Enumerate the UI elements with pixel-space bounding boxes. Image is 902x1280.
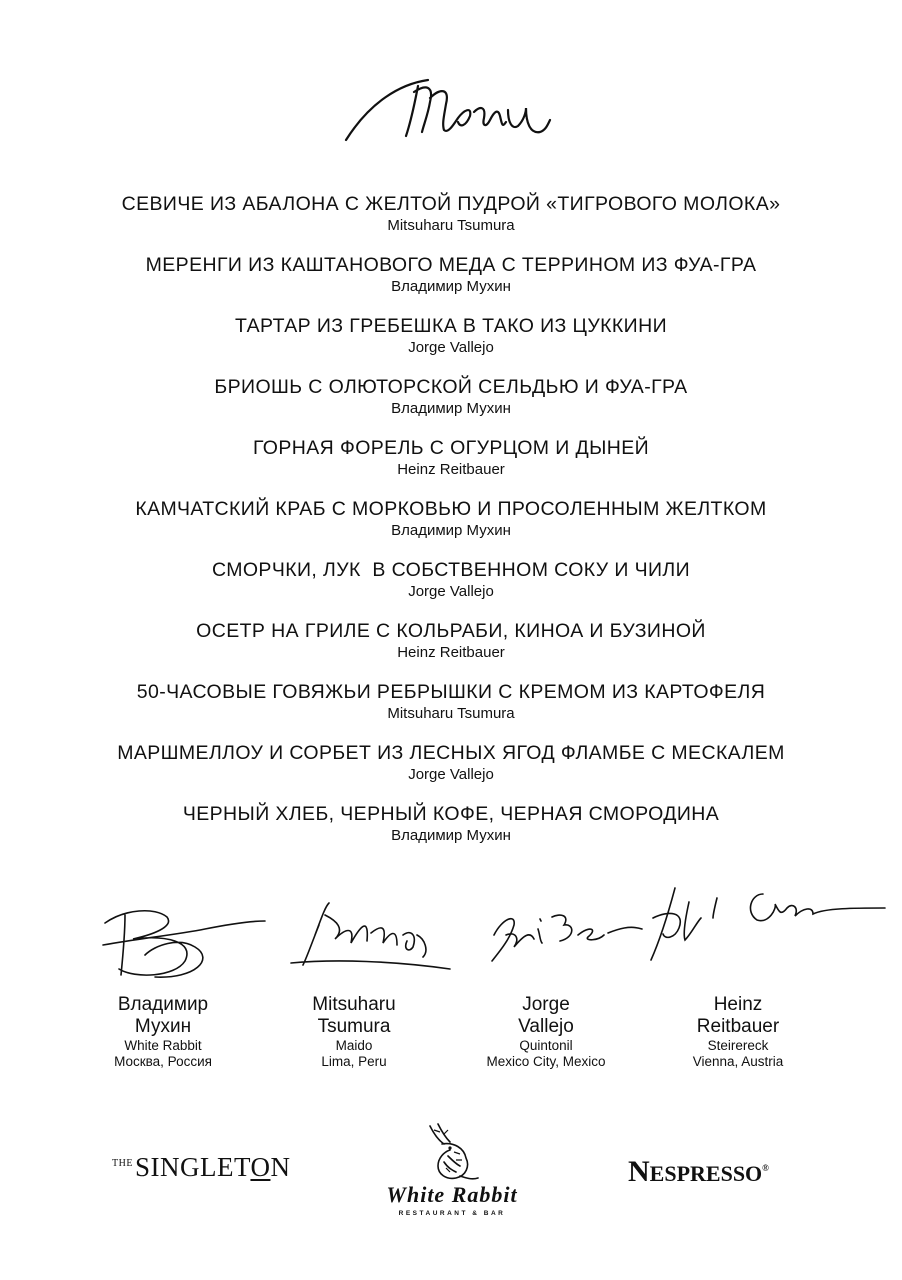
white-rabbit-subtitle: RESTAURANT & BAR [398,1210,506,1217]
rabbit-icon [420,1122,484,1182]
chef-restaurant: White Rabbit [124,1038,202,1053]
dish-name: ЧЕРНЫЙ ХЛЕБ, ЧЕРНЫЙ КОФЕ, ЧЕРНАЯ СМОРОДИНА [182,803,720,825]
dish-chef: Владимир Мухин [391,522,511,539]
chef-credit-reitbauer [648,994,828,1070]
chef-last-name: Мухин [134,1016,192,1037]
course-item [0,802,902,863]
chef-restaurant: Steirereck [707,1038,769,1053]
dish-name: МЕРЕНГИ ИЗ КАШТАНОВОГО МЕДА С ТЕРРИНОМ ИЗ ФУА-ГРА [145,254,757,276]
chef-last-name: Reitbauer [696,1016,780,1037]
nespresso-logo [628,1155,788,1189]
chef-first-name: Jorge [522,994,570,1015]
dish-name: МАРШМЕЛЛОУ И СОРБЕТ ИЗ ЛЕСНЫХ ЯГОД ФЛАМБЕ С МЕСКАЛЕМ [117,742,785,764]
chef-location: Vienna, Austria [692,1054,784,1069]
chef-credit-vallejo [456,994,636,1070]
signature-vallejo [480,895,645,970]
dish-name: СЕВИЧЕ ИЗ АБАЛОНА С ЖЕЛТОЙ ПУДРОЙ «ТИГРОВОГО МОЛОКА» [121,193,781,215]
chef-location: Lima, Peru [321,1054,387,1069]
dish-chef: Mitsuharu Tsumura [387,705,515,722]
dish-name: КАМЧАТСКИЙ КРАБ С МОРКОВЬЮ И ПРОСОЛЕННЫМ ЖЕЛТКОМ [135,498,767,520]
course-item [0,741,902,802]
chef-restaurant: Maido [335,1038,373,1053]
dish-chef: Владимир Мухин [391,278,511,295]
dish-chef: Владимир Мухин [391,827,511,844]
chef-first-name: Heinz [713,994,763,1015]
course-item [0,375,902,436]
course-item [0,314,902,375]
dish-name: ОСЕТР НА ГРИЛЕ С КОЛЬРАБИ, КИНОА И БУЗИНОЙ [196,620,706,642]
dish-name: ГОРНАЯ ФОРЕЛЬ С ОГУРЦОМ И ДЫНЕЙ [252,437,650,459]
course-item [0,192,902,253]
singleton-word-o: O [250,1152,271,1182]
menu-title [330,62,570,152]
chef-credits [0,994,902,1074]
chef-restaurant: Quintonil [519,1038,573,1053]
dish-name: СМОРЧКИ, ЛУК В СОБСТВЕННОМ СОКУ И ЧИЛИ [211,559,691,581]
dish-chef: Heinz Reitbauer [397,644,505,661]
white-rabbit-logo [362,1120,542,1225]
nespresso-word: ESPRESSO [649,1161,763,1186]
dish-chef: Heinz Reitbauer [397,461,505,478]
course-item [0,558,902,619]
signature-reitbauer [645,878,890,973]
course-item [0,253,902,314]
chef-credit-mukhin [73,994,253,1070]
dish-chef: Mitsuharu Tsumura [387,217,515,234]
course-item [0,680,902,741]
nespresso-initial: N [628,1155,650,1188]
singleton-word-b: N [270,1152,291,1182]
singleton-word-a: SINGLET [134,1152,251,1182]
dish-chef: Jorge Vallejo [408,339,494,356]
dish-name: ТАРТАР ИЗ ГРЕБЕШКА В ТАКО ИЗ ЦУККИНИ [234,315,667,337]
chef-first-name: Mitsuharu [312,994,396,1015]
dish-name: БРИОШЬ С ОЛЮТОРСКОЙ СЕЛЬДЬЮ И ФУА-ГРА [214,376,688,398]
dish-chef: Jorge Vallejo [408,583,494,600]
dish-chef: Владимир Мухин [391,400,511,417]
signature-tsumura [285,895,455,980]
singleton-logo [112,1152,291,1192]
chef-first-name: Владимир [117,994,209,1015]
chef-location: Москва, Россия [114,1054,212,1069]
menu-title-script [330,62,570,152]
course-item [0,619,902,680]
course-item [0,436,902,497]
singleton-the: THE [112,1158,133,1169]
dish-name: 50-ЧАСОВЫЕ ГОВЯЖЬИ РЕБРЫШКИ С КРЕМОМ ИЗ КАРТОФЕЛЯ [136,681,766,703]
chef-credit-tsumura [264,994,444,1070]
dish-chef: Jorge Vallejo [408,766,494,783]
chef-location: Mexico City, Mexico [486,1054,606,1069]
signature-mukhin [95,895,270,985]
nespresso-registered-mark: ® [762,1163,769,1173]
white-rabbit-wordmark: White Rabbit [386,1182,518,1207]
chef-last-name: Tsumura [317,1016,391,1037]
chef-last-name: Vallejo [518,1016,574,1037]
course-item [0,497,902,558]
menu-list [0,192,902,863]
